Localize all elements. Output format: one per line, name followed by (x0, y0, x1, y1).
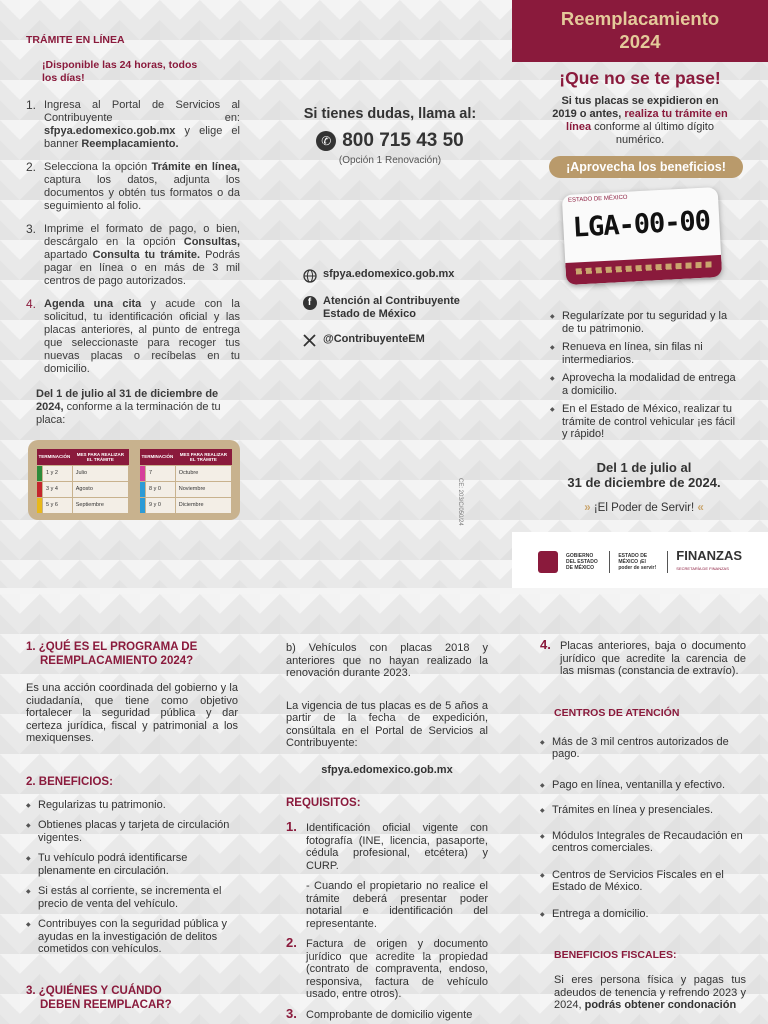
col-header-termination: TERMINACIÓN (37, 449, 73, 465)
requirement-2: 2. Factura de origen y documento jurídico que acredite la propiedad (contrato de compraventa, endoso, responsiva, factura de vehículo usado, entre otros). (286, 935, 488, 1000)
table-row: 3 y 4 Agosto (37, 481, 129, 497)
contact-links (302, 268, 492, 360)
list-item: ◆ Regularizas tu patrimonio. (26, 799, 238, 812)
logo-estado: ESTADO DE MÉXICO ¡El poder de servir! (618, 553, 657, 571)
requirements-heading: REQUISITOS: (286, 797, 361, 809)
list-item: ◆ Si estás al corriente, se incrementa el precio de venta del vehículo. (26, 885, 238, 910)
facebook-page: Atención al Contribuyente Estado de México (323, 295, 460, 320)
list-item: ◆ Pago en línea, ventanilla y efectivo. (540, 779, 746, 792)
requirement-1: 1. Identificación oficial vigente con fotografía (INE, licencia, pasaporte, cédula profesional, etcétera) y CURP. - Cuando el propietario no realice el trámite deberá presentar poder notarial e identificación del representante. (286, 819, 488, 930)
centers-heading: CENTROS DE ATENCIÓN (554, 706, 680, 719)
step-2: 2. Selecciona la opción Trámite en línea, captura los datos, adjunta los documentos y obtén tus formatos o da seguimiento al folio. (26, 160, 241, 212)
requirement-4: 4. Placas anteriores, baja o documento jurídico que acredite la carencia de las mismas (constancia de extravío). (540, 637, 746, 677)
facebook-icon: f (302, 295, 317, 310)
online-procedure-panel (26, 34, 240, 427)
phone-option: (Opción 1 Renovación) (338, 155, 442, 166)
section-heading-1: 1. ¿QUÉ ES EL PROGRAMA DE REEMPLACAMIENTO 2024? (26, 641, 198, 667)
phone-number[interactable]: 800 715 43 50 (342, 130, 464, 151)
web-contact[interactable] (302, 268, 492, 283)
fiscal-benefits-text: Si eres persona física y pagas tus adeudos de tenencia y refrendo 2023 y 2024, podrás obtener condonación (554, 974, 746, 1011)
requirements-list (286, 819, 488, 1021)
col-header-termination: TERMINACIÓN (140, 449, 176, 465)
list-item: ◆ Módulos Integrales de Recaudación en centros comerciales. (540, 830, 746, 855)
table-row: 8 y 0 Noviembre (140, 481, 232, 497)
program-benefits-list (26, 799, 238, 956)
plate-state: ESTADO DE MÉXICO (567, 194, 628, 204)
step-3: 3. Imprime el formato de pago, o bien, descárgalo en la opción Consultas, apartado Consulta tu trámite. Podrás pagar en línea o en más de 3 mil centros de pago autorizados. (26, 222, 240, 287)
requirements-list-cont (540, 637, 746, 678)
x-handle: @ContribuyenteEM (323, 333, 425, 345)
schedule-table-right (139, 449, 232, 514)
plate-schedule-table (28, 440, 240, 520)
x-contact[interactable] (302, 333, 492, 348)
list-item: ◆ Trámites en línea y presenciales. (540, 804, 746, 817)
online-procedure-heading: TRÁMITE EN LÍNEA (26, 34, 125, 46)
list-item: ◆ Regularízate por tu seguridad y la de tu patrimonio. (550, 310, 736, 335)
list-item: ◆ Contribuyes con la seguridad pública y ayudas en la investigación de delitos cometidos con vehículos. (26, 918, 238, 956)
table-row: 1 y 2 Julio (37, 465, 129, 481)
plate-number: LGA-00-00 (572, 205, 711, 244)
brochure-title: Reemplacamiento (560, 8, 720, 29)
list-item: ◆ Más de 3 mil centros autorizados de pago. (540, 736, 746, 761)
fiscal-benefits-heading: BENEFICIOS FISCALES: (554, 949, 677, 961)
document-code: CE: 203/C/050/24 (457, 478, 463, 526)
cover-benefits-list (550, 310, 736, 447)
requirements-panel (286, 642, 488, 1024)
government-logos (512, 532, 768, 588)
list-item: ◆ En el Estado de México, realizar tu trámite de control vehicular ¡es fácil y rápido! (550, 403, 736, 441)
table-row: 9 y 0 Diciembre (140, 497, 232, 513)
step-1: 1. Ingresa al Portal de Servicios al Contribuyente en: sfpya.edomexico.gob.mx y elige el banner Reemplacamiento. (26, 98, 240, 150)
list-item: ◆ Tu vehículo podrá identificarse plenamente en circulación. (26, 852, 238, 877)
brochure-year: 2024 (619, 31, 661, 52)
program-info-panel (26, 640, 238, 1012)
availability-note: ¡Disponible las 24 horas, todos los días! (42, 59, 198, 84)
list-item: ◆ Renueva en línea, sin filas ni intermediarios. (550, 341, 736, 366)
facebook-contact[interactable] (302, 295, 492, 321)
program-dates: Del 1 de julio al 31 de diciembre de 2024. (567, 460, 721, 490)
vehicles-b-item: b) Vehículos con placas 2018 y anteriores que no hayan realizado la renovación durante 2023. (286, 642, 488, 679)
procedure-steps (26, 99, 240, 376)
centers-list (540, 736, 746, 921)
benefits-pill: ¡Aprovecha los beneficios! (549, 156, 743, 178)
list-item: ◆ Obtienes placas y tarjeta de circulación vigentes. (26, 819, 238, 844)
logo-finanzas: FINANZAS SECRETARÍA DE FINANZAS (676, 548, 742, 571)
web-address: sfpya.edomexico.gob.mx (323, 268, 455, 280)
phone-icon: ✆ (316, 131, 336, 151)
logo-gobierno: GOBIERNO DEL ESTADO DE MÉXICO (566, 553, 598, 571)
plate-band (565, 255, 722, 285)
x-icon (302, 333, 317, 348)
cover-description: Si tus placas se expidieron en 2019 o antes, realiza tu trámite en línea conforme al último dígito numérico. (552, 95, 728, 146)
col-header-month: MES PARA REALIZAR EL TRÁMITE (72, 449, 128, 465)
requirement-3: 3. Comprobante de domicilio vigente (286, 1005, 473, 1021)
section-heading-3: 3. ¿QUIÉNES Y CUÁNDO DEBEN REEMPLACAR? (26, 984, 172, 1011)
phone-row (290, 130, 490, 152)
cover-panel (520, 68, 760, 147)
table-row: 7 Octubre (140, 465, 232, 481)
motto: » ¡El Poder de Servir! « (584, 502, 704, 514)
title-banner (512, 0, 768, 62)
globe-icon (302, 268, 317, 283)
schedule-table-left (36, 449, 129, 514)
chevron-left-icon: « (697, 502, 704, 514)
list-item: ◆ Aprovecha la modalidad de entrega a domicilio. (550, 372, 736, 397)
validity-note: La vigencia de tus placas es de 5 años a partir de la fecha de expedición, consúltala en el Portal de Servicios al Contribuyente: (286, 699, 488, 749)
slogan: ¡Que no se te pase! (559, 68, 721, 88)
list-item: ◆ Entrega a domicilio. (540, 908, 746, 921)
contact-panel (290, 106, 490, 166)
state-seal-icon (538, 551, 558, 573)
step-4: 4. Agenda una cita y acude con la solicitud, tu identificación oficial y las placas anteriores, al punto de entrega que seleccionaste para recoger tus nuevas placas o recíbelas en tu domicilio. (26, 297, 240, 375)
brochure-inside (0, 594, 768, 1024)
section-heading-2: 2. BENEFICIOS: (26, 775, 113, 788)
program-description: Es una acción coordinada del gobierno y la ciudadanía, que tiene como objetivo fortalecer la seguridad pública y dar certeza jurídica, fiscal y patrimonial a los mexiquenses. (26, 682, 238, 744)
period-note: Del 1 de julio al 31 de diciembre de 2024, conforme a la terminación de tu placa: (36, 388, 221, 426)
list-item: ◆ Centros de Servicios Fiscales en el Estado de México. (540, 869, 746, 894)
table-row: 5 y 6 Septiembre (37, 497, 129, 513)
license-plate-image (562, 187, 722, 285)
col-header-month: MES PARA REALIZAR EL TRÁMITE (175, 449, 231, 465)
questions-heading: Si tienes dudas, llama al: (303, 106, 477, 122)
chevron-right-icon: » (584, 502, 591, 514)
portal-url[interactable]: sfpya.edomexico.gob.mx (321, 763, 453, 776)
centers-panel (540, 637, 746, 1012)
